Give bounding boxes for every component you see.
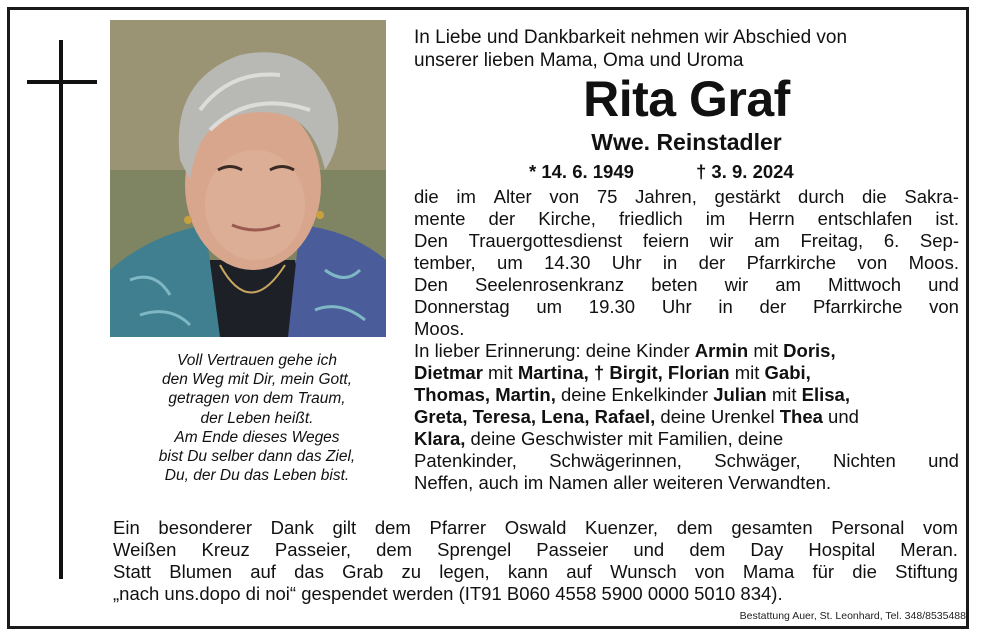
word: am xyxy=(754,230,780,251)
word: Dank xyxy=(270,517,314,538)
word: auf xyxy=(250,561,276,582)
poem-line: den Weg mit Dir, mein Gott, xyxy=(161,371,353,389)
word: am xyxy=(775,274,801,295)
word: Donnerstag xyxy=(414,296,510,317)
word: Uhr xyxy=(611,252,642,273)
word: dem xyxy=(374,517,411,538)
word: 6. xyxy=(883,230,900,251)
family-text: deine Enkelkinder xyxy=(555,384,714,405)
family-name: Dietmar xyxy=(414,362,483,383)
word: Schwäger, xyxy=(714,450,801,471)
body-line xyxy=(414,208,959,230)
deceased-name: Rita Graf xyxy=(583,71,790,127)
word: der xyxy=(759,296,787,317)
word: Alter xyxy=(493,186,532,207)
word: entschlafen xyxy=(817,208,913,229)
word: Wunsch xyxy=(610,561,677,582)
word: vom xyxy=(922,517,958,538)
body-line xyxy=(414,186,959,208)
word: Weißen xyxy=(113,539,177,560)
word: Sprengel xyxy=(437,539,512,560)
word: kann xyxy=(507,561,548,582)
thanks-text: „nach uns.dopo di noi“ gespendet werden (IT91 B060 4558 5900 0000 5010 834). xyxy=(113,583,783,604)
word: gilt xyxy=(332,517,357,538)
thanks-line xyxy=(113,583,958,605)
word: Den xyxy=(414,274,448,295)
word: wir xyxy=(724,274,749,295)
family-name: Elisa, xyxy=(801,384,850,405)
word: Grab xyxy=(342,561,384,582)
word: Sakra- xyxy=(904,186,959,207)
word: dem xyxy=(689,539,726,560)
word: und xyxy=(928,450,959,471)
word: der xyxy=(488,208,516,229)
family-name: Doris, xyxy=(783,340,836,361)
word: Kuenzer, xyxy=(585,517,659,538)
body-text: Moos. xyxy=(414,318,465,339)
family-line xyxy=(414,428,959,450)
word: legen, xyxy=(439,561,490,582)
word: von xyxy=(694,561,725,582)
word: und xyxy=(633,539,665,560)
intro-line: unserer lieben Mama, Oma und Uroma xyxy=(414,49,744,71)
word: das xyxy=(294,561,324,582)
poem-line: Am Ende dieses Weges xyxy=(174,428,340,446)
word: friedlich xyxy=(618,208,683,229)
family-name: Julian xyxy=(713,384,767,405)
word: die xyxy=(852,561,877,582)
word: auf xyxy=(566,561,592,582)
word: im xyxy=(456,186,476,207)
word: die xyxy=(862,186,887,207)
word: und xyxy=(928,274,959,295)
word: 14.30 xyxy=(544,252,591,273)
word: Passeier xyxy=(536,539,609,560)
word: Kirche, xyxy=(538,208,596,229)
word: ist. xyxy=(935,208,959,229)
body-line xyxy=(414,450,959,472)
cross-icon-bar xyxy=(27,80,97,84)
word: Pfarrer xyxy=(429,517,487,538)
word: von xyxy=(857,252,888,273)
word: Den xyxy=(414,230,448,251)
word: in xyxy=(662,252,678,273)
word: Herrn xyxy=(748,208,795,229)
word: dem xyxy=(676,517,713,538)
word: Meran. xyxy=(900,539,958,560)
word: in xyxy=(718,296,733,317)
body-line xyxy=(414,230,959,252)
word: zu xyxy=(401,561,422,582)
family-name: Martina, † Birgit, Florian xyxy=(517,362,730,383)
family-text: mit xyxy=(766,384,802,405)
word: der xyxy=(698,252,726,273)
word: wir xyxy=(709,230,734,251)
word: Hospital xyxy=(808,539,876,560)
undertaker-credit: Bestattung Auer, St. Leonhard, Tel. 348/8535488 xyxy=(739,610,966,622)
word: gesamten xyxy=(731,517,813,538)
body-text: Neffen, auch im Namen aller weiteren Verwandten. xyxy=(414,472,832,493)
word: Nichten xyxy=(833,450,896,471)
word: besonderer xyxy=(158,517,252,538)
family-text: deine Urenkel xyxy=(655,406,780,427)
word: Jahren, xyxy=(635,186,697,207)
poem-line: getragen von dem Traum, xyxy=(168,390,346,408)
word: 75 xyxy=(596,186,618,207)
word: Uhr xyxy=(661,296,692,317)
family-line xyxy=(414,406,959,428)
body-line xyxy=(414,252,959,274)
thanks-line xyxy=(113,539,958,561)
family-name: Armin xyxy=(694,340,749,361)
death-date: † 3. 9. 2024 xyxy=(696,161,794,182)
word: gestärkt xyxy=(714,186,781,207)
family-text: deine Geschwister mit Familien, deine xyxy=(465,428,784,449)
word: im xyxy=(705,208,726,229)
word: 19.30 xyxy=(588,296,636,317)
word: von xyxy=(549,186,580,207)
poem xyxy=(110,351,404,485)
family-text: mit xyxy=(748,340,784,361)
body-line xyxy=(414,274,959,296)
poem-line: bist Du selber dann das Ziel, xyxy=(158,448,356,466)
cross-icon xyxy=(59,40,63,579)
word: Moos. xyxy=(908,252,959,273)
thanks-line xyxy=(113,517,958,539)
word: Oswald xyxy=(504,517,567,538)
word: Pfarrkirche xyxy=(746,252,837,273)
word: Patenkinder, xyxy=(414,450,517,471)
family-name: Thea xyxy=(779,406,823,427)
word: Mittwoch xyxy=(828,274,902,295)
body-line xyxy=(414,318,959,340)
intro-line: In Liebe und Dankbarkeit nehmen wir Abschied von xyxy=(414,27,848,48)
family-name: Klara, xyxy=(414,428,466,449)
widow-of: Wwe. Reinstadler xyxy=(591,129,782,155)
thanks-section xyxy=(113,517,958,605)
body-line xyxy=(414,472,959,494)
family-line xyxy=(414,384,959,406)
word: beten xyxy=(651,274,698,295)
family-text: mit xyxy=(729,362,765,383)
poem-line: Du, der Du das Leben bist. xyxy=(164,467,350,485)
word: mente xyxy=(414,208,466,229)
word: Blumen xyxy=(169,561,232,582)
word: durch xyxy=(798,186,845,207)
family-text: In lieber Erinnerung: deine Kinder xyxy=(414,340,695,361)
thanks-line xyxy=(113,561,958,583)
poem-line: Voll Vertrauen gehe ich xyxy=(177,352,337,369)
word: Passeier, xyxy=(274,539,351,560)
poem-line: der Leben heißt. xyxy=(200,409,314,427)
word: die xyxy=(414,186,439,207)
family-name: Thomas, Martin, xyxy=(414,384,556,405)
word: feiern xyxy=(642,230,690,251)
word: Stiftung xyxy=(895,561,958,582)
word: tember, xyxy=(414,252,476,273)
word: Statt xyxy=(113,561,152,582)
word: Trauergottesdienst xyxy=(468,230,623,251)
family-line xyxy=(414,340,959,362)
word: Seelenrosenkranz xyxy=(475,274,625,295)
word: um xyxy=(497,252,523,273)
word: Ein xyxy=(113,517,140,538)
obituary-body xyxy=(414,186,959,494)
word: Day xyxy=(750,539,784,560)
word: Schwägerinnen, xyxy=(549,450,682,471)
family-line xyxy=(414,362,959,384)
family-text: und xyxy=(822,406,859,427)
word: für xyxy=(812,561,835,582)
family-text: mit xyxy=(482,362,518,383)
word: um xyxy=(536,296,563,317)
word: von xyxy=(929,296,959,317)
birth-date: * 14. 6. 1949 xyxy=(529,161,634,182)
word: dem xyxy=(376,539,413,560)
word: Pfarrkirche xyxy=(812,296,903,317)
word: Kreuz xyxy=(201,539,250,560)
body-line xyxy=(414,296,959,318)
family-name: Greta, Teresa, Lena, Rafael, xyxy=(414,406,656,427)
family-name: Gabi, xyxy=(764,362,811,383)
intro-text xyxy=(414,27,959,72)
portrait-photo xyxy=(110,20,386,337)
word: Freitag, xyxy=(800,230,864,251)
word: Sep- xyxy=(919,230,959,251)
word: Personal xyxy=(831,517,905,538)
word: Mama xyxy=(742,561,795,582)
